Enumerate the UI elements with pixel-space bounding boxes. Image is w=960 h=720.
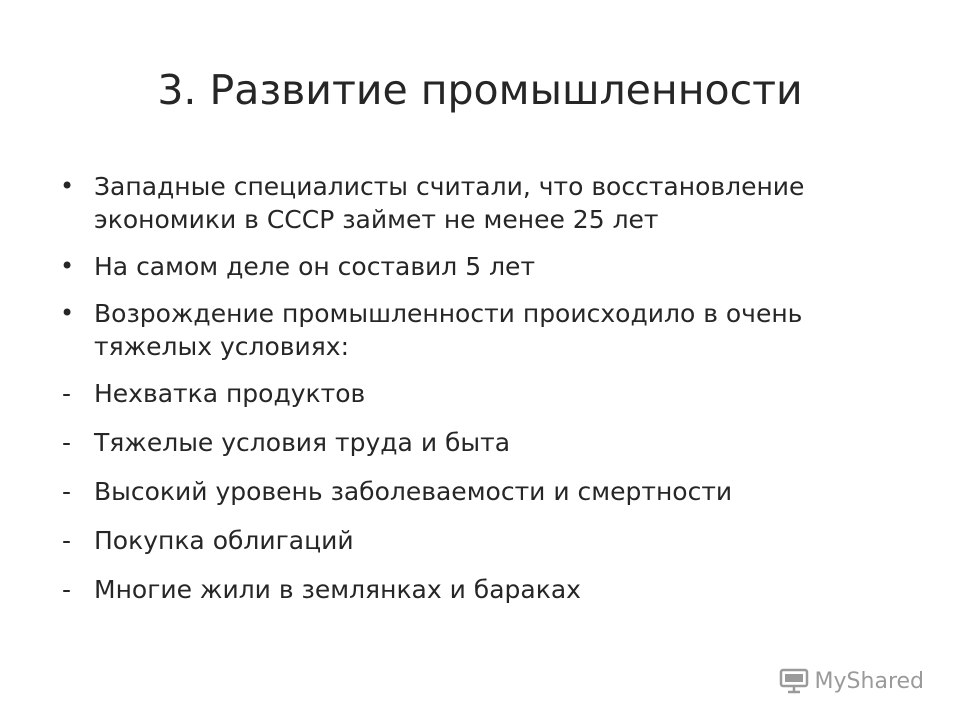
list-item-text: Тяжелые условия труда и быта (94, 428, 511, 457)
bullet-marker: • (60, 172, 75, 200)
list-item-text: Высокий уровень заболеваемости и смертности (94, 477, 733, 506)
list-item-text: Нехватка продуктов (94, 379, 366, 408)
myshared-watermark (779, 668, 924, 694)
watermark-text: MyShared (814, 668, 924, 694)
bullet-marker: • (60, 252, 75, 280)
list-item (58, 426, 918, 459)
slide-title: 3. Развитие промышленности (157, 66, 803, 114)
dash-marker: - (62, 575, 72, 604)
dash-marker: - (62, 379, 72, 408)
dash-marker: - (62, 526, 72, 555)
list-item-text: Покупка облигаций (94, 526, 354, 555)
list-item (58, 524, 918, 557)
list-item-text: Возрождение промышленности происходило в очень тяжелых условиях: (94, 299, 803, 361)
list-item-text: Западные специалисты считали, что восстановление экономики в СССР займет не менее 25 лет (94, 172, 805, 234)
dash-marker: - (62, 477, 72, 506)
list-item (58, 297, 918, 363)
list-item-text: На самом деле он составил 5 лет (94, 252, 536, 281)
list-item-text: Многие жили в землянках и бараках (94, 575, 581, 604)
projector-screen-icon (779, 668, 809, 694)
list-item (58, 475, 918, 508)
list-item (58, 377, 918, 410)
dash-marker: - (62, 428, 72, 457)
bullet-marker: • (60, 299, 75, 327)
list-item (58, 250, 918, 283)
list-item (58, 170, 918, 236)
slide-content-list (58, 170, 918, 622)
list-item (58, 573, 918, 606)
